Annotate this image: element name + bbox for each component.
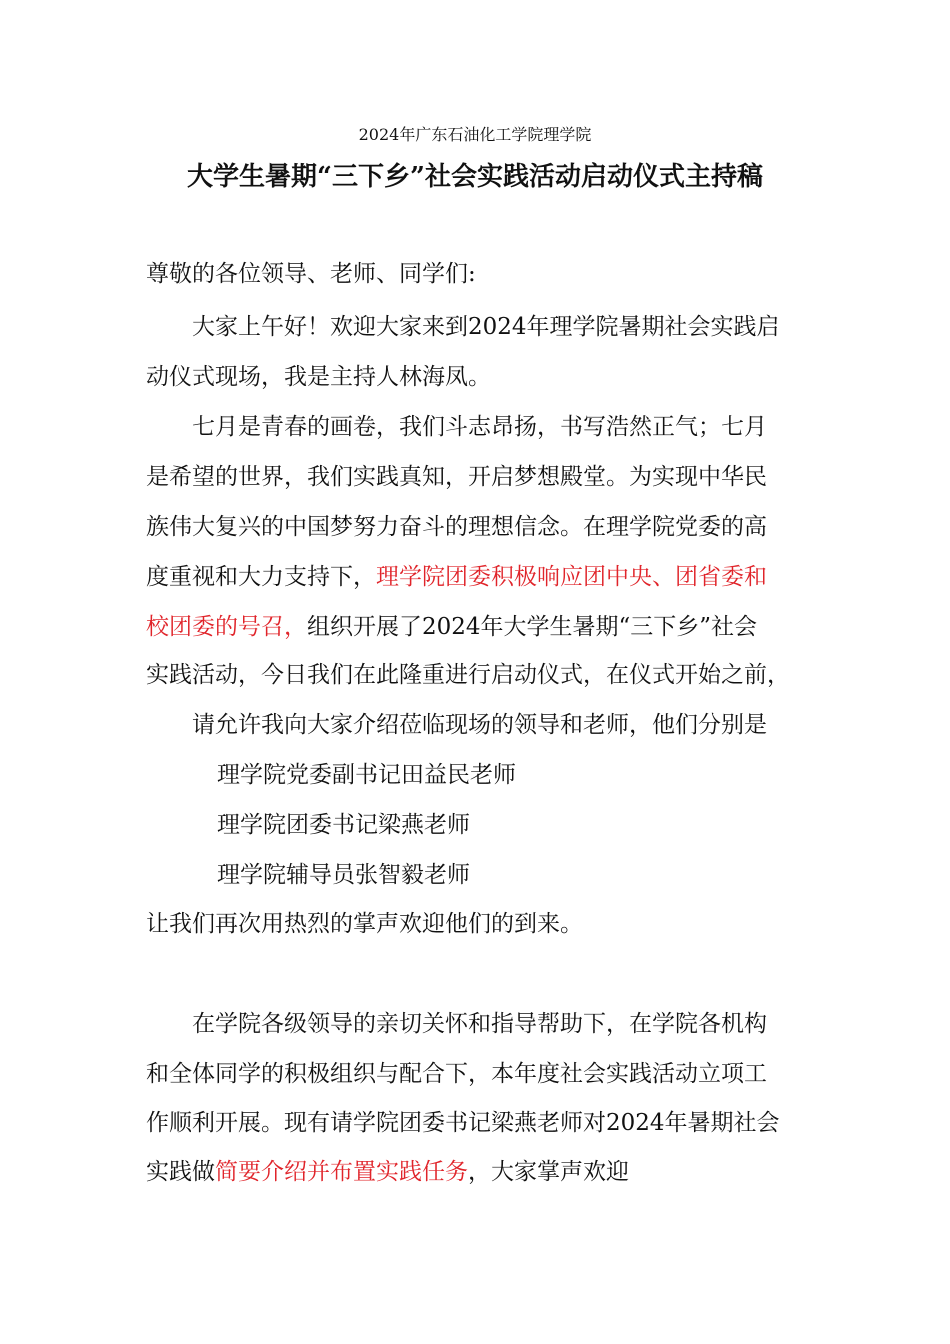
document-subtitle: 2024年广东石油化工学院理学院 [358,125,592,144]
text-segment: 实践做 [146,1159,215,1185]
guest-item: 理学院辅导员张智毅老师 [217,862,470,888]
highlighted-text: 简要介绍并布置实践任务 [215,1159,468,1185]
text-segment: 组织开展了2024年大学生暑期“三下乡”社会 [307,614,758,640]
highlighted-text: 校团委的号召， [146,614,307,640]
guest-item: 理学院团委书记梁燕老师 [217,812,470,838]
document-title: 大学生暑期“三下乡”社会实践活动启动仪式主持稿 [187,162,763,192]
paragraph-line: 动仪式现场，我是主持人林海凤。 [146,364,491,390]
guest-item: 理学院党委副书记田益民老师 [217,762,516,788]
paragraph-line: 和全体同学的积极组织与配合下，本年度社会实践活动立项工 [146,1061,767,1087]
intro-line: 请允许我向大家介绍莅临现场的领导和老师，他们分别是 [192,712,767,738]
applause-line: 让我们再次用热烈的掌声欢迎他们的到来。 [146,911,583,937]
text-segment: ，大家掌声欢迎 [468,1159,629,1185]
highlighted-text: 理学院团委积极响应团中央、团省委和 [376,564,767,590]
text-segment: 度重视和大力支持下， [146,564,376,590]
paragraph-line: 七月是青春的画卷，我们斗志昂扬，书写浩然正气；七月 [192,414,767,440]
greeting-line: 尊敬的各位领导、老师、同学们: [146,261,476,287]
paragraph-line: 大家上午好！欢迎大家来到2024年理学院暑期社会实践启 [192,314,780,340]
paragraph-line: 作顺利开展。现有请学院团委书记梁燕老师对2024年暑期社会 [146,1110,780,1136]
paragraph-line: 是希望的世界，我们实践真知，开启梦想殿堂。为实现中华民 [146,464,767,490]
paragraph-line [146,612,757,642]
paragraph-line: 族伟大复兴的中国梦努力奋斗的理想信念。在理学院党委的高 [146,514,767,540]
paragraph-line: 实践活动，今日我们在此隆重进行启动仪式，在仪式开始之前， [146,662,790,688]
paragraph-line: 在学院各级领导的亲切关怀和指导帮助下，在学院各机构 [192,1011,767,1037]
paragraph-line [146,1157,629,1187]
paragraph-line [146,562,767,592]
